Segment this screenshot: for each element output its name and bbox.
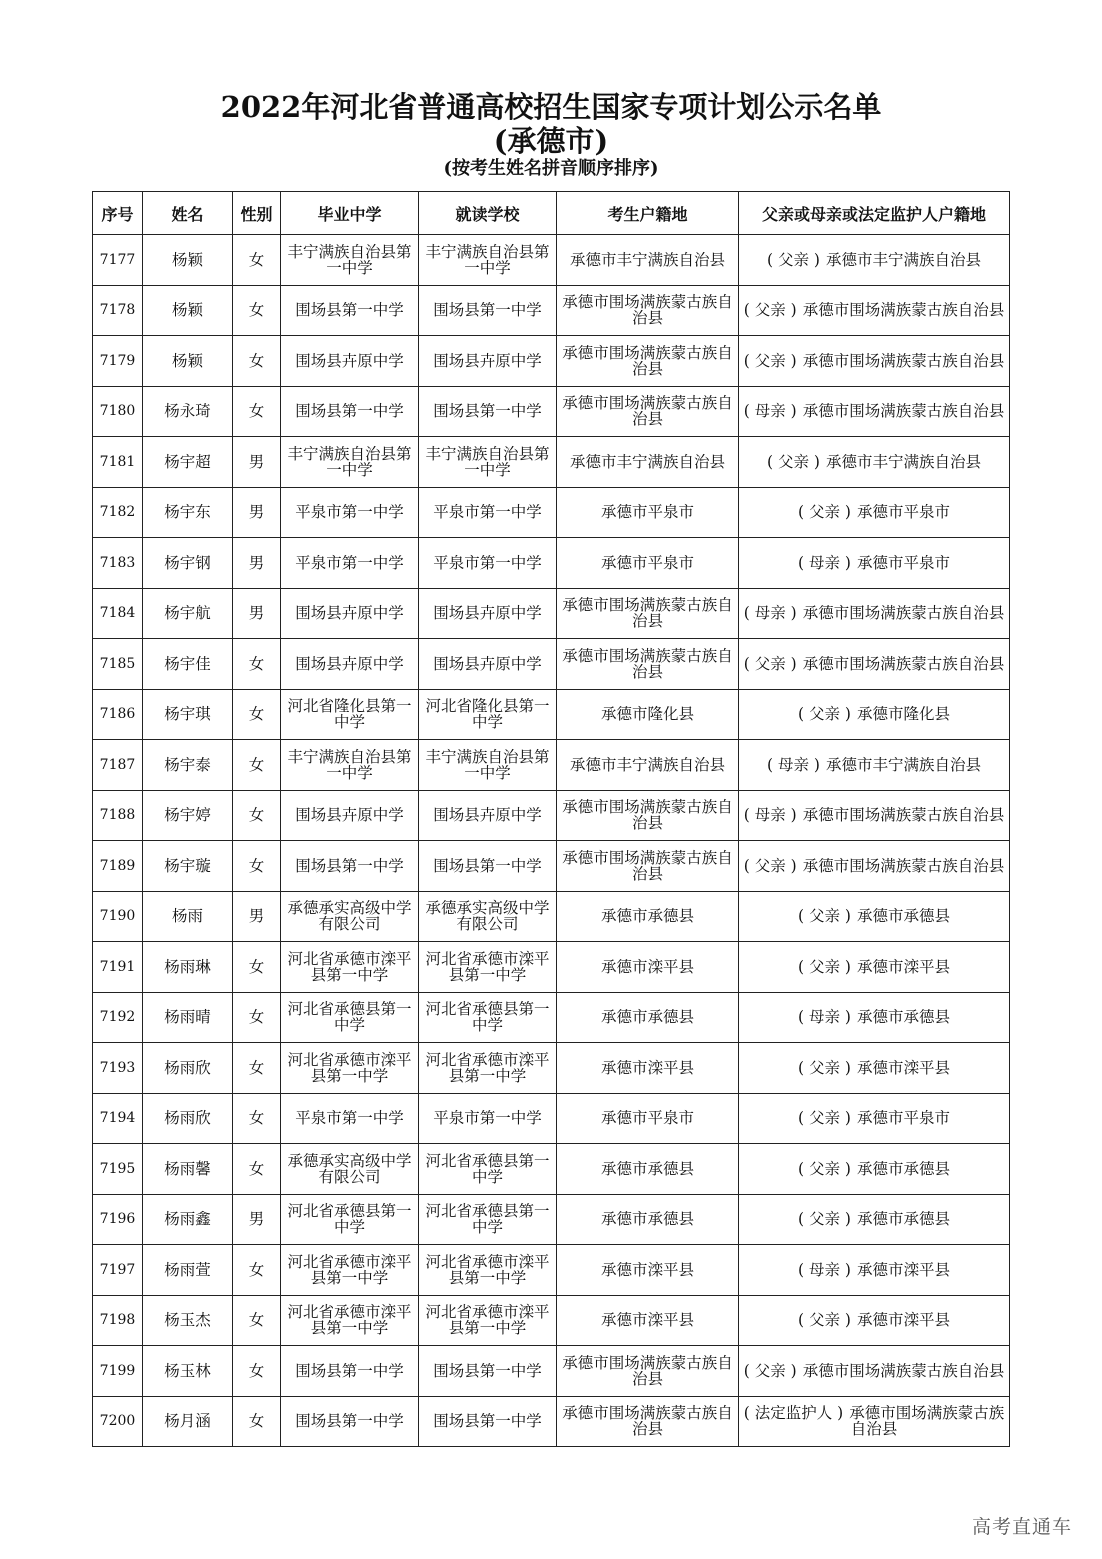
cell-hukou: 承德市丰宁满族自治县	[557, 437, 739, 488]
guardian-hukou-text: 承德市滦平县	[856, 957, 950, 976]
guardian-relation: ( 父亲 )	[798, 1210, 851, 1229]
cell-name: 杨雨琳	[143, 942, 233, 993]
guardian-hukou-text: 承德市围场满族蒙古族自治县	[802, 856, 1005, 875]
cell-hukou: 承德市承德县	[557, 891, 739, 942]
cell-name: 杨宇东	[143, 487, 233, 538]
table-row	[93, 1194, 1010, 1245]
cell-grad-school: 河北省承德县第一中学	[281, 1194, 419, 1245]
cell-guardian-hukou	[739, 1194, 1010, 1245]
guardian-hukou-text: 承德市承德县	[856, 907, 950, 926]
cell-gender: 女	[233, 336, 281, 387]
cell-current-school: 丰宁满族自治县第一中学	[419, 235, 557, 286]
header-guardian-hukou: 父亲或母亲或法定监护人户籍地	[739, 192, 1010, 235]
table-row	[93, 841, 1010, 892]
cell-guardian-hukou	[739, 386, 1010, 437]
cell-grad-school: 围场县第一中学	[281, 285, 419, 336]
watermark-text: 高考直通车	[971, 1516, 1072, 1538]
cell-name: 杨颖	[143, 336, 233, 387]
table-row	[93, 639, 1010, 690]
table-row	[93, 437, 1010, 488]
guardian-hukou-text: 承德市围场满族蒙古族自治县	[849, 1404, 1005, 1439]
cell-name: 杨宇航	[143, 588, 233, 639]
guardian-relation: ( 父亲 )	[743, 856, 797, 875]
cell-name: 杨永琦	[143, 386, 233, 437]
table-row	[93, 1245, 1010, 1296]
table-row	[93, 992, 1010, 1043]
cell-hukou: 承德市围场满族蒙古族自治县	[557, 336, 739, 387]
cell-current-school: 平泉市第一中学	[419, 487, 557, 538]
cell-seq: 7181	[93, 437, 143, 488]
guardian-hukou-text: 承德市承德县	[856, 1210, 950, 1229]
cell-current-school: 围场县卉原中学	[419, 790, 557, 841]
guardian-relation: ( 父亲 )	[743, 301, 797, 320]
cell-current-school: 承德承实高级中学有限公司	[419, 891, 557, 942]
cell-name: 杨玉林	[143, 1346, 233, 1397]
guardian-hukou-text: 承德市围场满族蒙古族自治县	[802, 1361, 1005, 1380]
cell-seq: 7190	[93, 891, 143, 942]
guardian-relation: ( 母亲 )	[743, 806, 797, 825]
guardian-relation: ( 母亲 )	[798, 1008, 851, 1027]
cell-name: 杨颖	[143, 285, 233, 336]
cell-seq: 7186	[93, 689, 143, 740]
cell-gender: 女	[233, 740, 281, 791]
cell-grad-school: 围场县第一中学	[281, 1396, 419, 1447]
cell-gender: 女	[233, 235, 281, 286]
cell-guardian-hukou	[739, 891, 1010, 942]
table-row	[93, 336, 1010, 387]
cell-grad-school: 丰宁满族自治县第一中学	[281, 740, 419, 791]
cell-grad-school: 平泉市第一中学	[281, 538, 419, 589]
cell-seq: 7189	[93, 841, 143, 892]
table-row	[93, 1093, 1010, 1144]
document-title: 2022年河北省普通高校招生国家专项计划公示名单	[220, 90, 882, 124]
cell-hukou: 承德市滦平县	[557, 1295, 739, 1346]
cell-seq: 7185	[93, 639, 143, 690]
guardian-relation: ( 法定监护人 )	[743, 1404, 844, 1423]
cell-hukou: 承德市隆化县	[557, 689, 739, 740]
cell-gender: 女	[233, 942, 281, 993]
guardian-hukou-text: 承德市隆化县	[856, 705, 950, 724]
cell-seq: 7188	[93, 790, 143, 841]
cell-grad-school: 平泉市第一中学	[281, 1093, 419, 1144]
cell-hukou: 承德市围场满族蒙古族自治县	[557, 841, 739, 892]
cell-hukou: 承德市承德县	[557, 1194, 739, 1245]
guardian-hukou-text: 承德市围场满族蒙古族自治县	[802, 806, 1005, 825]
table-row	[93, 1295, 1010, 1346]
cell-current-school: 围场县第一中学	[419, 841, 557, 892]
cell-name: 杨宇婷	[143, 790, 233, 841]
cell-hukou: 承德市平泉市	[557, 538, 739, 589]
cell-name: 杨月涵	[143, 1396, 233, 1447]
cell-seq: 7199	[93, 1346, 143, 1397]
cell-gender: 男	[233, 538, 281, 589]
cell-name: 杨宇琪	[143, 689, 233, 740]
table-row	[93, 1144, 1010, 1195]
cell-hukou: 承德市围场满族蒙古族自治县	[557, 1396, 739, 1447]
cell-seq: 7193	[93, 1043, 143, 1094]
cell-guardian-hukou	[739, 437, 1010, 488]
cell-grad-school: 河北省承德市滦平县第一中学	[281, 1295, 419, 1346]
cell-name: 杨宇璇	[143, 841, 233, 892]
guardian-relation: ( 父亲 )	[767, 250, 820, 269]
cell-guardian-hukou	[739, 538, 1010, 589]
guardian-relation: ( 父亲 )	[743, 654, 797, 673]
cell-name: 杨颖	[143, 235, 233, 286]
cell-hukou: 承德市丰宁满族自治县	[557, 235, 739, 286]
table-row	[93, 285, 1010, 336]
guardian-hukou-text: 承德市围场满族蒙古族自治县	[802, 351, 1005, 370]
table-row	[93, 487, 1010, 538]
cell-grad-school: 平泉市第一中学	[281, 487, 419, 538]
cell-grad-school: 围场县卉原中学	[281, 790, 419, 841]
cell-seq: 7187	[93, 740, 143, 791]
guardian-hukou-text: 承德市平泉市	[856, 503, 950, 522]
cell-grad-school: 围场县卉原中学	[281, 588, 419, 639]
header-current-school: 就读学校	[419, 192, 557, 235]
table-row	[93, 588, 1010, 639]
cell-hukou: 承德市承德县	[557, 992, 739, 1043]
cell-grad-school: 承德承实高级中学有限公司	[281, 1144, 419, 1195]
cell-current-school: 河北省承德市滦平县第一中学	[419, 1245, 557, 1296]
cell-name: 杨雨欣	[143, 1093, 233, 1144]
cell-grad-school: 围场县卉原中学	[281, 639, 419, 690]
cell-current-school: 河北省承德市滦平县第一中学	[419, 1295, 557, 1346]
cell-gender: 女	[233, 841, 281, 892]
guardian-hukou-text: 承德市滦平县	[856, 1311, 950, 1330]
cell-guardian-hukou	[739, 841, 1010, 892]
cell-current-school: 河北省承德市滦平县第一中学	[419, 942, 557, 993]
cell-gender: 女	[233, 992, 281, 1043]
guardian-relation: ( 父亲 )	[798, 705, 851, 724]
cell-seq: 7180	[93, 386, 143, 437]
cell-name: 杨宇钢	[143, 538, 233, 589]
guardian-relation: ( 母亲 )	[743, 402, 797, 421]
cell-name: 杨宇佳	[143, 639, 233, 690]
cell-gender: 女	[233, 639, 281, 690]
cell-seq: 7198	[93, 1295, 143, 1346]
guardian-relation: ( 父亲 )	[798, 1159, 851, 1178]
table-row	[93, 1396, 1010, 1447]
cell-name: 杨雨鑫	[143, 1194, 233, 1245]
cell-guardian-hukou	[739, 942, 1010, 993]
header-gender: 性别	[233, 192, 281, 235]
guardian-relation: ( 父亲 )	[743, 1361, 797, 1380]
cell-hukou: 承德市滦平县	[557, 942, 739, 993]
guardian-hukou-text: 承德市平泉市	[856, 553, 950, 572]
cell-hukou: 承德市滦平县	[557, 1043, 739, 1094]
cell-guardian-hukou	[739, 1093, 1010, 1144]
cell-current-school: 围场县卉原中学	[419, 639, 557, 690]
guardian-hukou-text: 承德市围场满族蒙古族自治县	[802, 604, 1005, 623]
cell-name: 杨雨	[143, 891, 233, 942]
cell-seq: 7178	[93, 285, 143, 336]
guardian-relation: ( 父亲 )	[767, 452, 820, 471]
cell-current-school: 围场县第一中学	[419, 1396, 557, 1447]
cell-guardian-hukou	[739, 1295, 1010, 1346]
cell-hukou: 承德市围场满族蒙古族自治县	[557, 639, 739, 690]
cell-gender: 男	[233, 437, 281, 488]
table-row	[93, 1346, 1010, 1397]
cell-seq: 7197	[93, 1245, 143, 1296]
header-hukou: 考生户籍地	[557, 192, 739, 235]
cell-seq: 7184	[93, 588, 143, 639]
guardian-hukou-text: 承德市承德县	[856, 1159, 950, 1178]
guardian-relation: ( 母亲 )	[798, 1260, 851, 1279]
cell-gender: 女	[233, 1346, 281, 1397]
guardian-relation: ( 母亲 )	[767, 755, 820, 774]
cell-seq: 7195	[93, 1144, 143, 1195]
cell-hukou: 承德市围场满族蒙古族自治县	[557, 386, 739, 437]
cell-grad-school: 河北省承德县第一中学	[281, 992, 419, 1043]
cell-gender: 女	[233, 1093, 281, 1144]
cell-current-school: 河北省承德县第一中学	[419, 992, 557, 1043]
cell-grad-school: 河北省承德市滦平县第一中学	[281, 1043, 419, 1094]
table-row	[93, 689, 1010, 740]
table-row	[93, 790, 1010, 841]
cell-grad-school: 河北省隆化县第一中学	[281, 689, 419, 740]
cell-current-school: 围场县第一中学	[419, 1346, 557, 1397]
cell-name: 杨雨欣	[143, 1043, 233, 1094]
cell-name: 杨宇泰	[143, 740, 233, 791]
guardian-hukou-text: 承德市围场满族蒙古族自治县	[802, 654, 1005, 673]
guardian-relation: ( 父亲 )	[743, 351, 797, 370]
guardian-hukou-text: 承德市丰宁满族自治县	[825, 250, 981, 269]
guardian-hukou-text: 承德市平泉市	[856, 1109, 950, 1128]
cell-grad-school: 丰宁满族自治县第一中学	[281, 437, 419, 488]
cell-guardian-hukou	[739, 1245, 1010, 1296]
table-row	[93, 891, 1010, 942]
guardian-relation: ( 父亲 )	[798, 957, 851, 976]
cell-name: 杨雨晴	[143, 992, 233, 1043]
cell-grad-school: 围场县第一中学	[281, 386, 419, 437]
cell-gender: 男	[233, 588, 281, 639]
guardian-relation: ( 父亲 )	[798, 1109, 851, 1128]
cell-gender: 男	[233, 1194, 281, 1245]
cell-gender: 男	[233, 487, 281, 538]
table-header-row	[93, 192, 1010, 235]
cell-grad-school: 围场县第一中学	[281, 1346, 419, 1397]
table-row	[93, 740, 1010, 791]
cell-guardian-hukou	[739, 1043, 1010, 1094]
table-row	[93, 538, 1010, 589]
cell-grad-school: 围场县第一中学	[281, 841, 419, 892]
cell-hukou: 承德市围场满族蒙古族自治县	[557, 1346, 739, 1397]
cell-name: 杨玉杰	[143, 1295, 233, 1346]
cell-seq: 7177	[93, 235, 143, 286]
cell-hukou: 承德市围场满族蒙古族自治县	[557, 588, 739, 639]
cell-current-school: 河北省承德县第一中学	[419, 1194, 557, 1245]
guardian-relation: ( 父亲 )	[798, 907, 851, 926]
cell-guardian-hukou	[739, 790, 1010, 841]
cell-name: 杨宇超	[143, 437, 233, 488]
cell-seq: 7194	[93, 1093, 143, 1144]
cell-hukou: 承德市平泉市	[557, 487, 739, 538]
cell-seq: 7182	[93, 487, 143, 538]
cell-guardian-hukou	[739, 235, 1010, 286]
cell-gender: 女	[233, 1295, 281, 1346]
cell-guardian-hukou	[739, 992, 1010, 1043]
guardian-hukou-text: 承德市承德县	[856, 1008, 950, 1027]
cell-current-school: 河北省承德县第一中学	[419, 1144, 557, 1195]
cell-gender: 女	[233, 1396, 281, 1447]
guardian-hukou-text: 承德市围场满族蒙古族自治县	[802, 301, 1005, 320]
cell-hukou: 承德市围场满族蒙古族自治县	[557, 790, 739, 841]
document-note: (按考生姓名拼音顺序排序)	[443, 158, 659, 179]
cell-grad-school: 承德承实高级中学有限公司	[281, 891, 419, 942]
cell-seq: 7179	[93, 336, 143, 387]
cell-current-school: 围场县第一中学	[419, 285, 557, 336]
table-row	[93, 235, 1010, 286]
cell-gender: 女	[233, 1144, 281, 1195]
cell-guardian-hukou	[739, 689, 1010, 740]
cell-name: 杨雨萱	[143, 1245, 233, 1296]
cell-seq: 7192	[93, 992, 143, 1043]
cell-guardian-hukou	[739, 588, 1010, 639]
cell-seq: 7196	[93, 1194, 143, 1245]
cell-hukou: 承德市丰宁满族自治县	[557, 740, 739, 791]
cell-grad-school: 河北省承德市滦平县第一中学	[281, 1245, 419, 1296]
cell-guardian-hukou	[739, 1346, 1010, 1397]
cell-guardian-hukou	[739, 1144, 1010, 1195]
guardian-hukou-text: 承德市丰宁满族自治县	[825, 755, 981, 774]
cell-current-school: 围场县卉原中学	[419, 336, 557, 387]
cell-guardian-hukou	[739, 1396, 1010, 1447]
guardian-hukou-text: 承德市围场满族蒙古族自治县	[802, 402, 1005, 421]
cell-guardian-hukou	[739, 639, 1010, 690]
cell-seq: 7191	[93, 942, 143, 993]
cell-grad-school: 围场县卉原中学	[281, 336, 419, 387]
cell-gender: 男	[233, 891, 281, 942]
cell-current-school: 河北省隆化县第一中学	[419, 689, 557, 740]
cell-current-school: 平泉市第一中学	[419, 538, 557, 589]
cell-name: 杨雨馨	[143, 1144, 233, 1195]
guardian-relation: ( 父亲 )	[798, 1311, 851, 1330]
header-seq: 序号	[93, 192, 143, 235]
cell-guardian-hukou	[739, 336, 1010, 387]
guardian-hukou-text: 承德市丰宁满族自治县	[825, 452, 981, 471]
cell-current-school: 丰宁满族自治县第一中学	[419, 740, 557, 791]
cell-hukou: 承德市围场满族蒙古族自治县	[557, 285, 739, 336]
cell-hukou: 承德市平泉市	[557, 1093, 739, 1144]
cell-gender: 女	[233, 1043, 281, 1094]
header-name: 姓名	[143, 192, 233, 235]
cell-current-school: 平泉市第一中学	[419, 1093, 557, 1144]
table-row	[93, 1043, 1010, 1094]
cell-guardian-hukou	[739, 740, 1010, 791]
cell-hukou: 承德市滦平县	[557, 1245, 739, 1296]
cell-guardian-hukou	[739, 285, 1010, 336]
cell-current-school: 围场县第一中学	[419, 386, 557, 437]
cell-gender: 女	[233, 790, 281, 841]
table-row	[93, 386, 1010, 437]
cell-current-school: 围场县卉原中学	[419, 588, 557, 639]
guardian-relation: ( 父亲 )	[798, 1058, 851, 1077]
cell-grad-school: 河北省承德市滦平县第一中学	[281, 942, 419, 993]
cell-grad-school: 丰宁满族自治县第一中学	[281, 235, 419, 286]
cell-gender: 女	[233, 689, 281, 740]
cell-gender: 女	[233, 1245, 281, 1296]
cell-current-school: 河北省承德市滦平县第一中学	[419, 1043, 557, 1094]
header-grad-school: 毕业中学	[281, 192, 419, 235]
cell-gender: 女	[233, 386, 281, 437]
cell-gender: 女	[233, 285, 281, 336]
guardian-hukou-text: 承德市滦平县	[856, 1260, 950, 1279]
student-table	[92, 191, 1010, 1447]
cell-seq: 7200	[93, 1396, 143, 1447]
guardian-relation: ( 母亲 )	[743, 604, 797, 623]
cell-current-school: 丰宁满族自治县第一中学	[419, 437, 557, 488]
cell-guardian-hukou	[739, 487, 1010, 538]
table-row	[93, 942, 1010, 993]
document-subtitle: (承德市)	[493, 124, 609, 158]
guardian-relation: ( 母亲 )	[798, 553, 851, 572]
guardian-hukou-text: 承德市滦平县	[856, 1058, 950, 1077]
cell-seq: 7183	[93, 538, 143, 589]
cell-hukou: 承德市承德县	[557, 1144, 739, 1195]
guardian-relation: ( 父亲 )	[798, 503, 851, 522]
